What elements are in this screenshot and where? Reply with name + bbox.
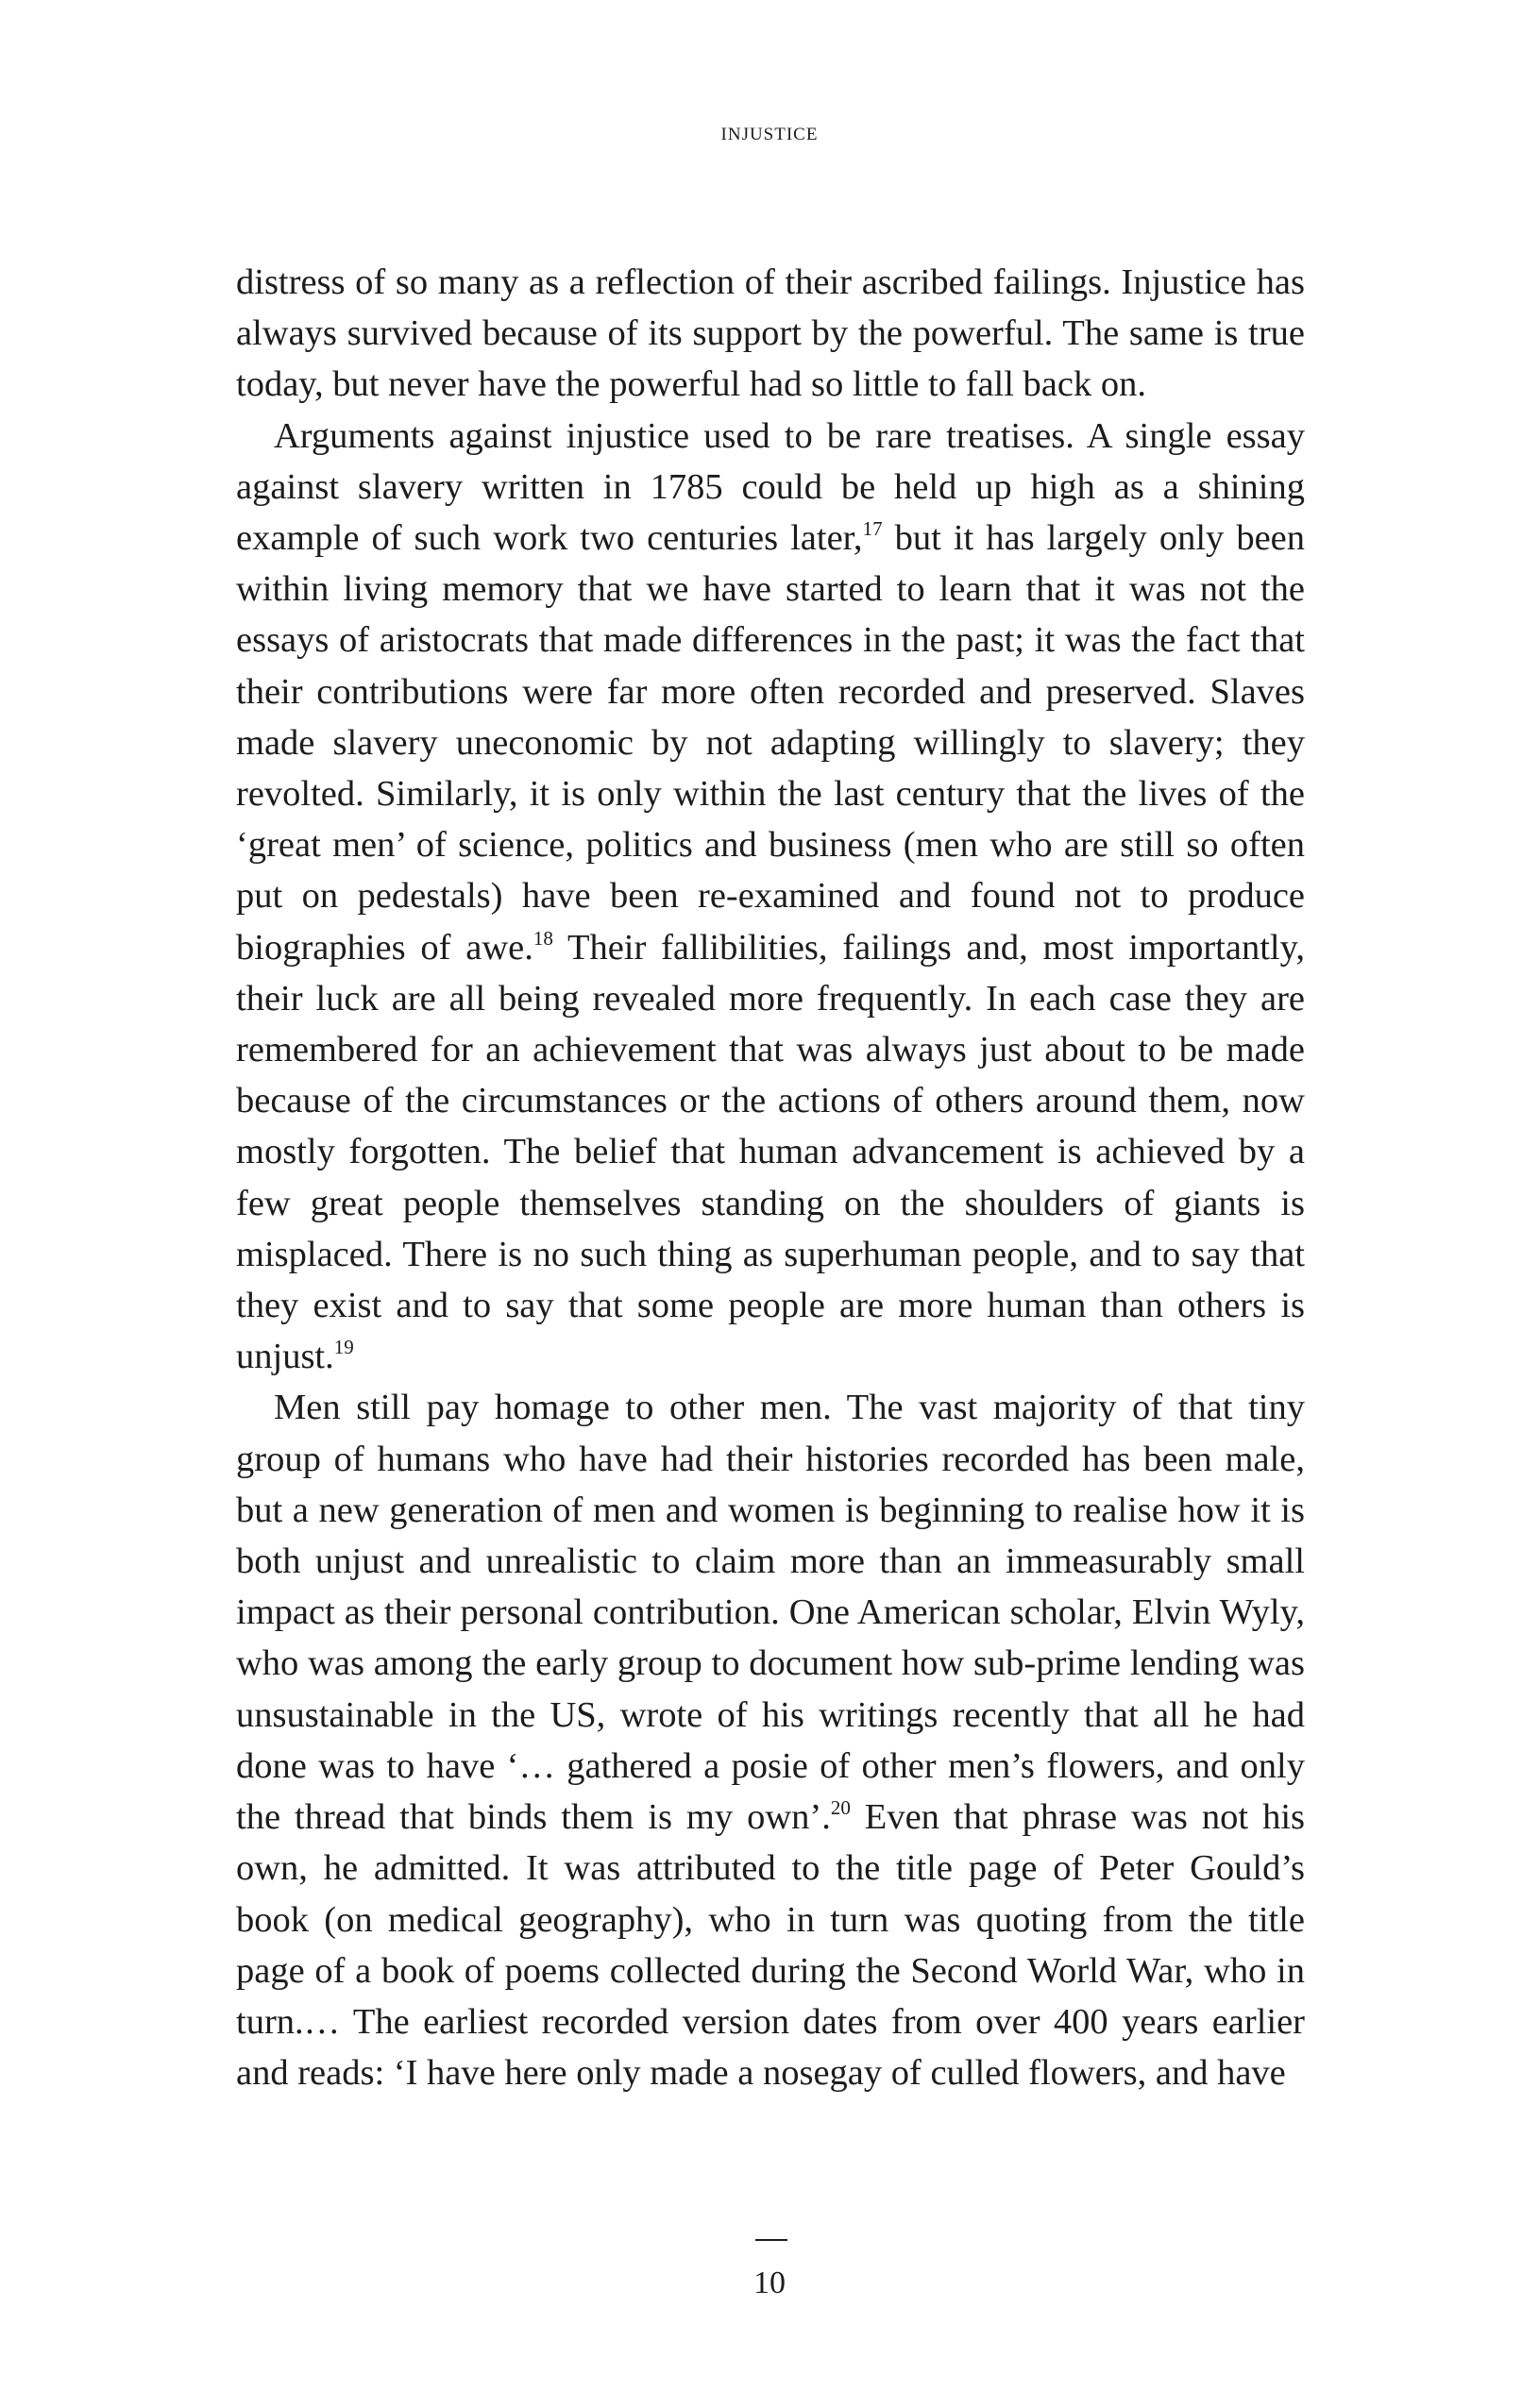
paragraph-3: [236, 1382, 1305, 2098]
footnote-ref-20[interactable]: 20: [830, 1796, 851, 1820]
footnote-ref-19[interactable]: 19: [333, 1336, 354, 1359]
paragraph-text: Their fallibilities, failings and, most importantly, their luck are all being revealed more frequently. In each case they are remembered for an achievement that was always just about to be made because of the circumstances or the actions of others around them, now mostly forgotten. The belief that human advancement is achieved by a few great people themselves standing on the shoulders of giants is misplaced. There is no such thing as superhuman people, and to say that they exist and to say that some people are more human than others is unjust.: [236, 927, 1305, 1377]
paragraph-text: Men still pay homage to other men. The vast majority of that tiny group of humans who have had their histories recorded has been male, but a new generation of men and women is beginning to realise how it is both unjust and unrealistic to claim more than an immeasurably small impact as their personal contribution. One American scholar, Elvin Wyly, who was among the early group to document how sub-prime lending was unsustainable in the US, wrote of his writings recently that all he had done was to have ‘… gathered a posie of other men’s flowers, and only the thread that binds them is my own’.: [236, 1388, 1305, 1838]
footnote-ref-18[interactable]: 18: [533, 926, 553, 950]
paragraph-2: [236, 411, 1305, 1383]
paragraph-text: Arguments against injustice used to be rare treatises. A single essay against slavery written in 1785 could be held up high as a shining example of such work two centuries later,: [236, 415, 1305, 559]
paragraph-text: distress of so many as a reflection of their ascribed failings. Injustice has always survived because of its support by the powerful. The same is true today, but never have the powerful had so little to fall back on.: [236, 262, 1305, 405]
folio-rule: [755, 2239, 787, 2241]
running-head: injustice: [720, 117, 819, 145]
body-text: [236, 257, 1305, 2098]
paragraph-1: [236, 257, 1305, 411]
paragraph-text: but it has largely only been within living memory that we have started to learn that it was not the essays of aristocrats that made differences in the past; it was the fact that their contributions were far more often recorded and preserved. Slaves made slavery uneconomic by not adapting willingly to slavery; they revolted. Similarly, it is only within the last century that the lives of the ‘great men’ of science, politics and business (men who are still so often put on pedestals) have been re-examined and found not to produce biographies of awe.: [236, 518, 1305, 968]
footnote-ref-17[interactable]: 17: [862, 517, 883, 541]
paragraph-text: Even that phrase was not his own, he admitted. It was attributed to the title page of Peter Gould’s book (on medical geography), who in turn was quoting from the title page of a book of poems collected during the Second World War, who in turn.… The earliest recorded version dates from over 400 years earlier and reads: ‘I have here only made a nosegay of culled flowers, and have: [236, 1797, 1305, 2094]
page-number: 10: [753, 2265, 786, 2300]
